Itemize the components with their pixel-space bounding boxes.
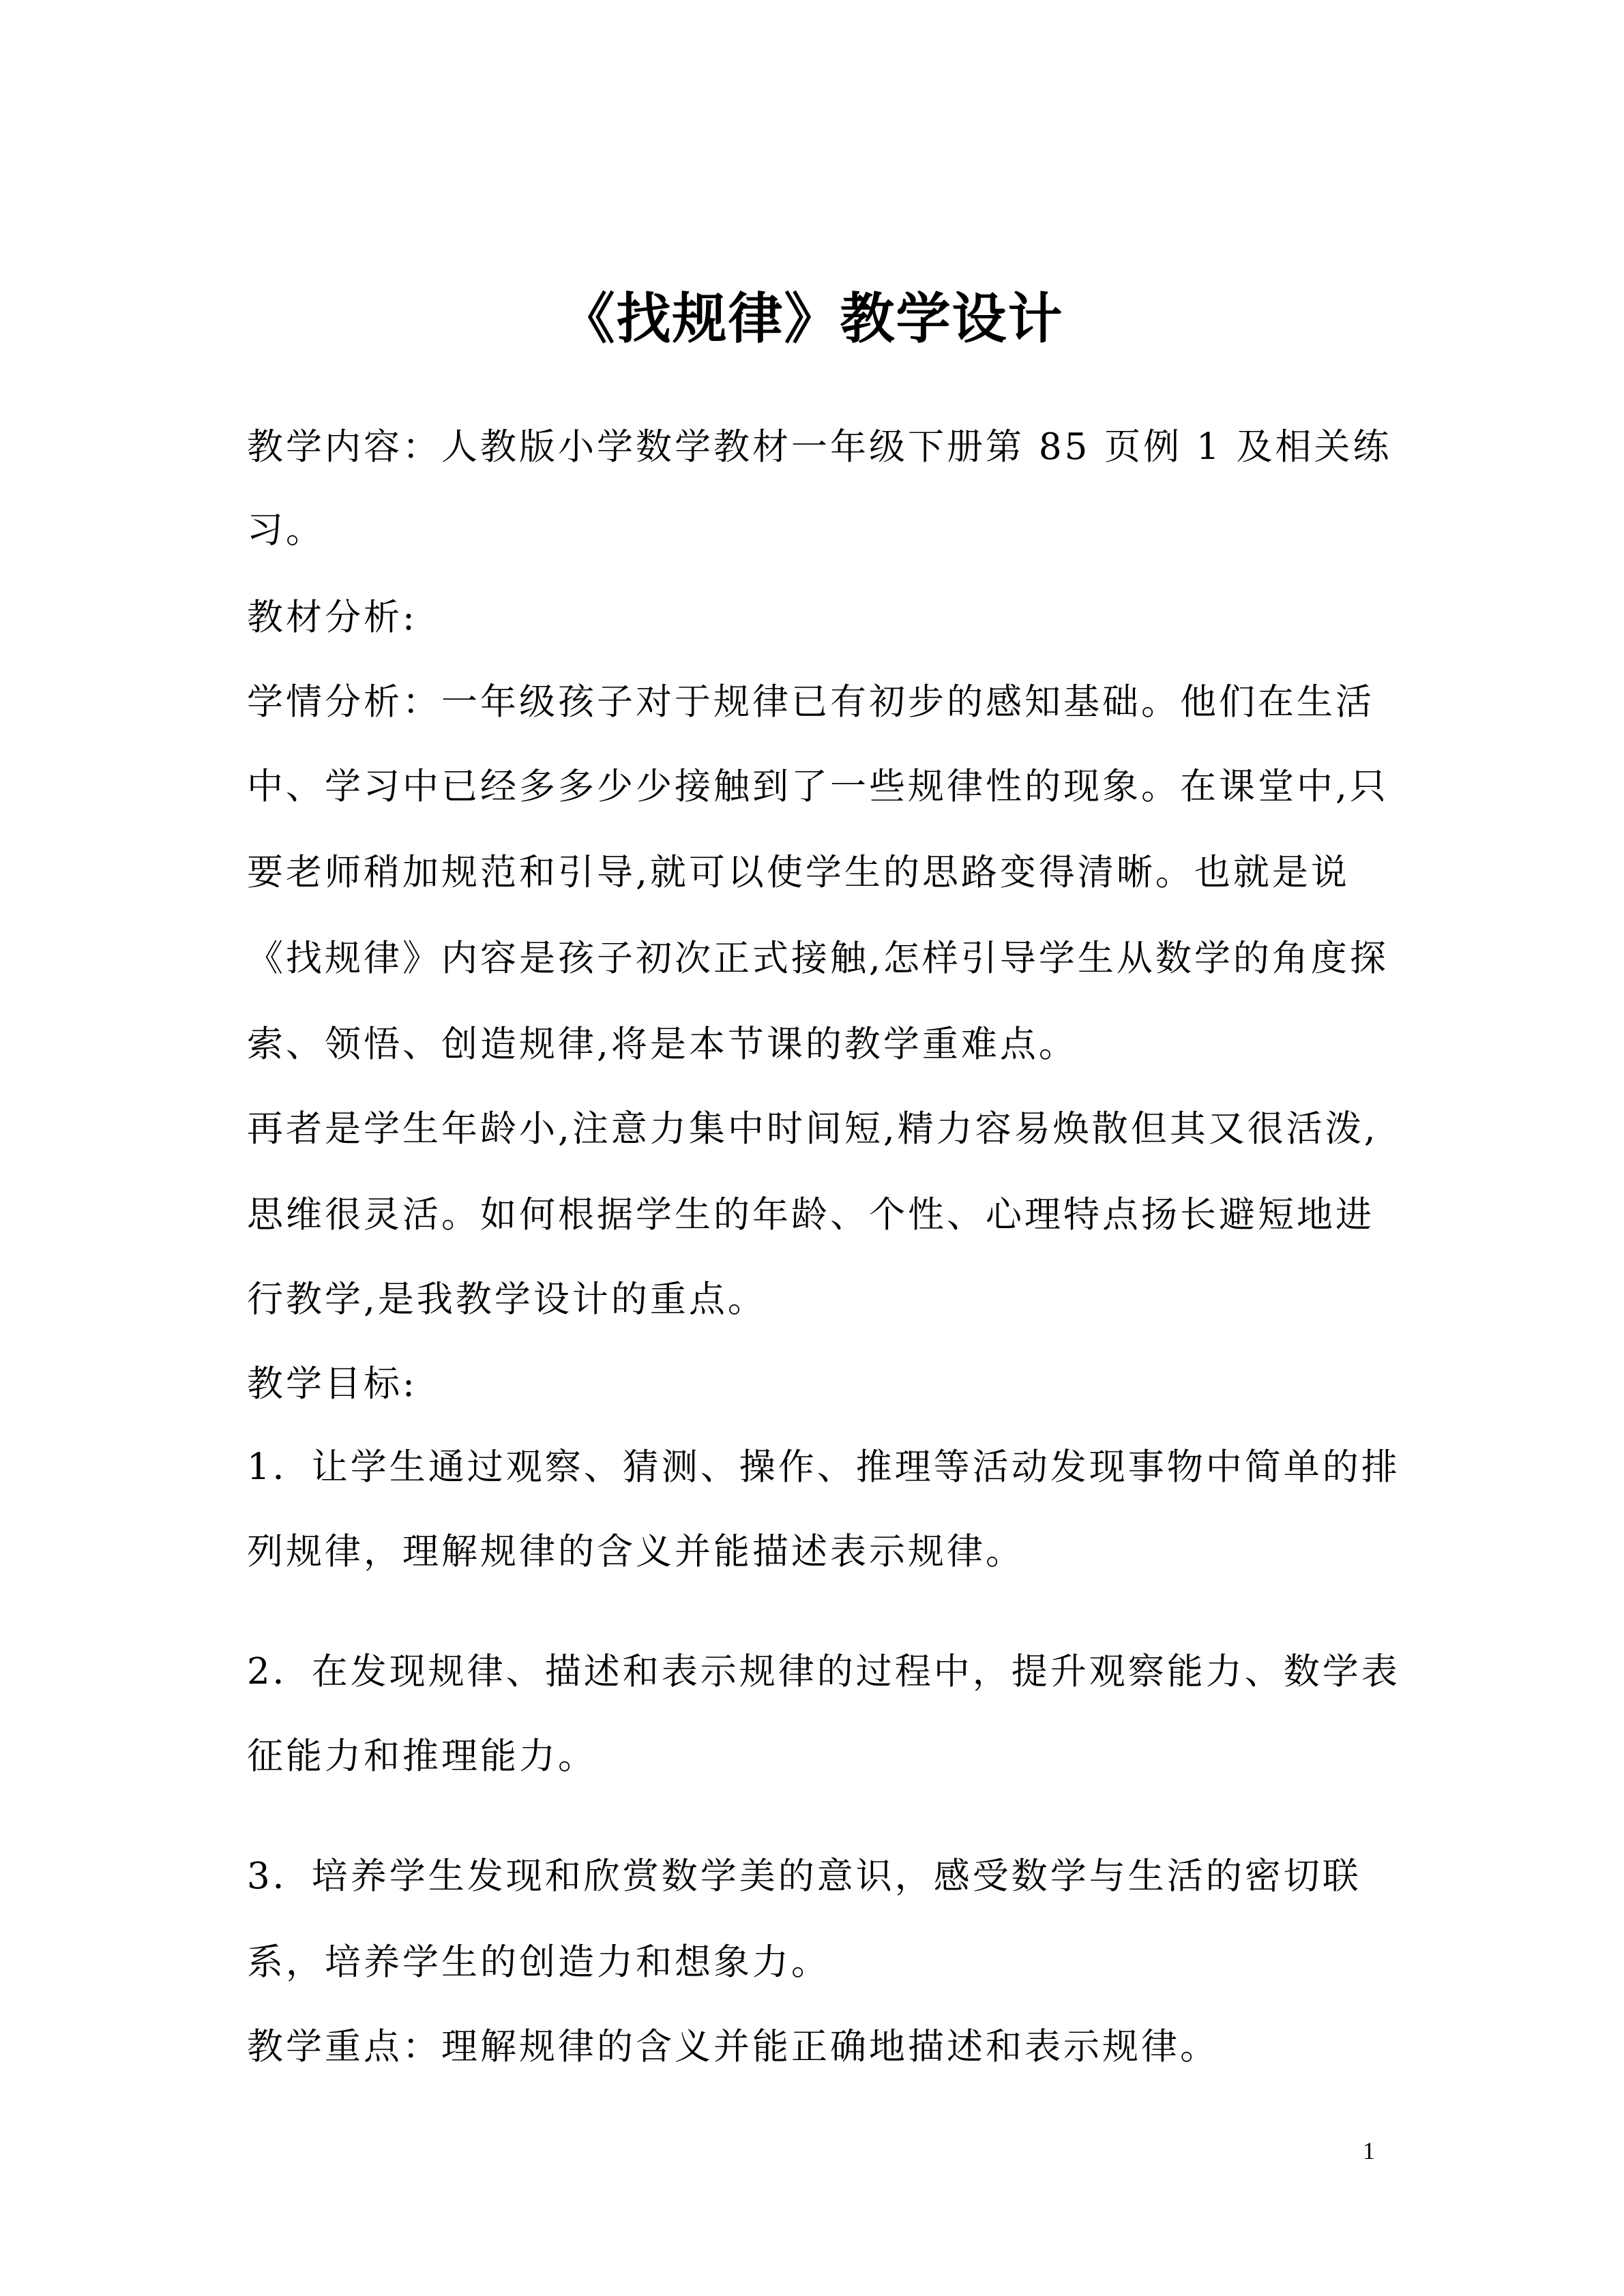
goal-item-3-cont: 系，培养学生的创造力和想象力。: [247, 1941, 830, 1983]
content-line: 再者是学生年龄小,注意力集中时间短,精力容易焕散但其又很活泼,: [247, 1108, 1378, 1150]
content-line: 《找规律》内容是孩子初次正式接触,怎样引导学生从数学的角度探: [247, 938, 1389, 979]
goal-item-3: 3．培养学生发现和欣赏数学美的意识，感受数学与生活的密切联: [247, 1855, 1361, 1897]
content-line: 习。: [247, 509, 325, 551]
content-line-student-analysis: 学情分析：一年级孩子对于规律已有初步的感知基础。他们在生活: [247, 681, 1374, 723]
page-number: 1: [1363, 2137, 1375, 2164]
goal-item-2: 2．在发现规律、描述和表示规律的过程中，提升观察能力、数学表: [247, 1651, 1400, 1693]
goal-item-2-cont: 征能力和推理能力。: [247, 1735, 597, 1777]
content-line-teaching-focus: 教学重点：理解规律的含义并能正确地描述和表示规律。: [247, 2026, 1219, 2068]
content-line: 行教学,是我教学设计的重点。: [247, 1279, 767, 1320]
goal-item-1-cont: 列规律，理解规律的含义并能描述表示规律。: [247, 1531, 1024, 1572]
content-line: 索、领悟、创造规律,将是本节课的教学重难点。: [247, 1024, 1078, 1065]
document-title: 《找规律》教学设计: [560, 287, 1064, 351]
section-heading-material-analysis: 教材分析:: [247, 597, 417, 638]
content-line-teaching-content: 教学内容：人教版小学数学教材一年级下册第 85 页例 1 及相关练: [247, 426, 1392, 468]
goal-item-1: 1．让学生通过观察、猜测、操作、推理等活动发现事物中简单的排: [247, 1446, 1400, 1488]
content-line: 思维很灵活。如何根据学生的年龄、个性、心理特点扬长避短地进: [247, 1194, 1374, 1236]
section-heading-teaching-goals: 教学目标:: [247, 1363, 417, 1405]
content-line: 要老师稍加规范和引导,就可以使学生的思路变得清晰。也就是说: [247, 852, 1350, 893]
content-line: 中、学习中已经多多少少接触到了一些规律性的现象。在课堂中,只: [247, 766, 1389, 807]
